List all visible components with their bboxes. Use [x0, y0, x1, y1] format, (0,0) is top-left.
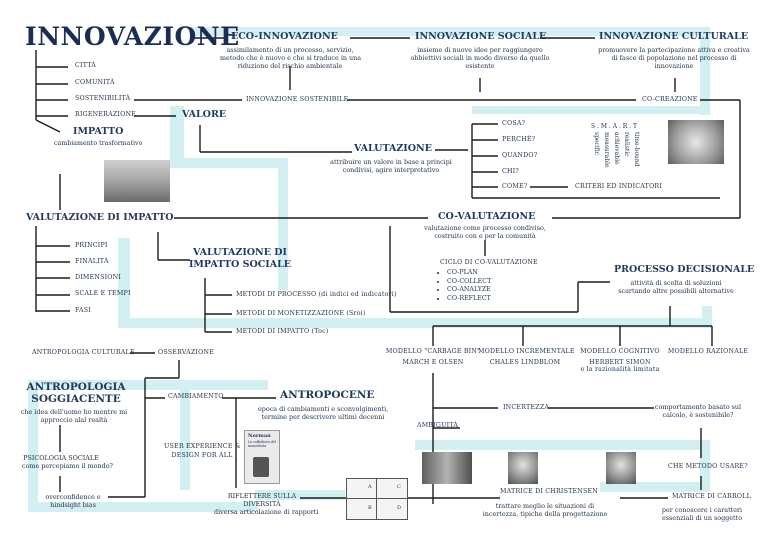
city-skyline-image — [104, 160, 170, 202]
metodi-impatto: METODI DI IMPATTO (Toc) — [236, 328, 329, 335]
overconfidence-hindsight: overconfidence e hindsight bias — [45, 493, 101, 509]
psicologia-sociale: PSICOLOGIA SOCIALE come percepiamo il mondo? — [22, 454, 113, 470]
antropologia-culturale-label: ANTROPOLOGIA CULTURALE — [32, 349, 135, 356]
matrice-christensen-desc: trattare meglio le situazioni di incertezza, tipiche della progettazione — [482, 502, 608, 518]
antropologia-soggiacente-title: ANTROPOLOGIA SOGGIACENTE — [26, 381, 126, 406]
question-perche: PERCHÈ? — [502, 136, 536, 143]
matrice-carroll-desc: per conoscere i caratteri essenziali di un soggetto — [661, 506, 743, 522]
step-co-reflect: • CO-REFLECT — [447, 295, 491, 304]
innovazione-sociale-title: INNOVAZIONE SOCIALE — [415, 31, 547, 42]
smart-word-achievable: achievable — [613, 132, 620, 165]
march-olsen-photo — [422, 452, 472, 484]
matrix-cell-c: C — [397, 484, 401, 490]
smart-word-measurable: measurable — [603, 132, 610, 168]
co-creazione-label: CO-CREAZIONE — [642, 96, 698, 103]
root-item-comunita: COMUNITÀ — [75, 79, 115, 86]
smart-word-realistic: realistic — [623, 132, 630, 157]
question-quando: QUANDO? — [502, 152, 538, 159]
smart-acronym: S . M . A . R . T — [591, 123, 637, 130]
modello-carbage-bin: MODELLO "CARBAGE BIN" MARCH E OLSEN — [385, 348, 481, 366]
matrix-cell-a: A — [368, 484, 372, 490]
innovazione-culturale-desc: promuovere la partecipazione attiva e creativa di fasce di popolazione nel processo di innovazione — [598, 46, 750, 70]
matrice-carroll-title: MATRICE DI CARROLL — [672, 493, 752, 500]
eco-innovazione-title: ECO-INNOVAZIONE — [231, 31, 338, 42]
lindblom-photo — [508, 452, 538, 484]
modello-razionale: MODELLO RAZIONALE — [667, 348, 749, 355]
network-hands-image — [668, 120, 724, 164]
antropocene-desc: epoca di cambiamenti e sconvolgimenti, termine per descrivere ultimi decenni — [258, 405, 389, 421]
criteri-indicatori-label: CRITERI ED INDICATORI — [575, 183, 663, 190]
valutazione-impatto-title: VALUTAZIONE DI IMPATTO — [26, 212, 174, 223]
val-impatto-item-principi: PRINCIPI — [75, 242, 108, 249]
valutazione-title: VALUTAZIONE — [354, 143, 432, 154]
valutazione-impatto-sociale-title: VALUTAZIONE DI IMPATTO SOCIALE — [188, 247, 292, 270]
book-author: Norman — [248, 433, 271, 439]
root-item-sostenibilita: SOSTENIBILITÀ — [75, 95, 131, 102]
innovazione-culturale-title: INNOVAZIONE CULTURALE — [599, 31, 749, 42]
matrix-image — [346, 478, 408, 520]
antropocene-title: ANTROPOCENE — [280, 389, 375, 401]
razionale-desc: comportamento basato sul calcolo, è sostenibile? — [654, 403, 742, 419]
ciclo-co-valutazione-label: CICLO DI CO-VALUTAZIONE — [440, 259, 538, 266]
metodi-monetizzazione: METODI DI MONETIZZAZIONE (Sroi) — [236, 310, 366, 317]
smart-word-specific: specific — [593, 132, 600, 156]
step-co-analyze: • CO-ANALYZE — [447, 286, 491, 295]
valore-title: VALORE — [182, 109, 227, 120]
matrix-cell-d: D — [397, 505, 402, 511]
modello-incrementale: MODELLO INCREMENTALE CHALES LINDBLOM — [478, 348, 575, 366]
co-valutazione-desc: valutazione come processo condiviso, costruito con e per la comunità — [424, 224, 546, 240]
metodi-processo: METODI DI PROCESSO (di indici ed indicatori) — [236, 291, 397, 298]
step-co-plan: • CO-PLAN — [447, 269, 491, 278]
simon-photo — [606, 452, 636, 484]
modello-cognitivo: MODELLO COGNITIVO HERBERT SIMON e la razionalità limitata — [580, 348, 660, 374]
root-item-citta: CITTÀ — [75, 62, 97, 69]
question-come: COME? — [502, 183, 528, 190]
incertezza-label: INCERTEZZA — [503, 404, 550, 411]
ambiguita-label: AMBIGUITÀ — [417, 422, 459, 429]
matrix-cell-b: B — [368, 505, 372, 511]
question-chi: CHI? — [502, 168, 519, 175]
question-cosa: COSA? — [502, 120, 526, 127]
val-impatto-item-fasi: FASI — [75, 307, 91, 314]
val-impatto-item-finalita: FINALITÀ — [75, 258, 109, 265]
co-valutazione-title: CO-VALUTAZIONE — [438, 211, 536, 222]
val-impatto-item-scale-tempi: SCALE E TEMPI — [75, 290, 131, 297]
smart-word-time-bound: time-bound — [633, 132, 640, 167]
che-metodo-usare-label: CHE METODO USARE? — [668, 463, 748, 470]
co-valutazione-steps — [438, 269, 491, 303]
eco-innovazione-desc: assimilamento di un processo, servizio, metodo che è nuovo e che si traduce in una riduzione del rischio ambientale — [220, 46, 362, 70]
matrice-christensen-title: MATRICE DI CHRISTENSEN — [500, 488, 599, 495]
book-cover-image — [244, 430, 280, 484]
impatto-desc: cambiamento trasformativo — [54, 140, 143, 147]
root-item-rigenerazione: RIGENERAZIONE — [75, 111, 136, 118]
riflettere-diversita: RIFLETTERE SULLA DIVERSITÀ diversa articolazione di rapporti — [214, 492, 319, 516]
val-impatto-item-dimensioni: DIMENSIONI — [75, 274, 122, 281]
osservazione-label: OSSERVAZIONE — [158, 349, 214, 356]
innovazione-sostenibile-label: INNOVAZIONE SOSTENIBILE — [246, 96, 349, 103]
innovazione-sociale-desc: insieme di nuove idee per raggiungere obbiettivi sociali in modo diverso da quello esistente — [410, 46, 550, 70]
processo-decisionale-title: PROCESSO DECISIONALE — [614, 264, 755, 275]
user-experience-design: USER EXPERIENCE & DESIGN FOR ALL — [164, 443, 241, 459]
valutazione-desc: attribuire un valore in base a principi condivisi, agire interpretativo — [330, 158, 452, 174]
impatto-title: IMPATTO — [73, 126, 124, 137]
cambiamento-label: CAMBIAMENTO — [168, 393, 224, 400]
main-title: INNOVAZIONE — [25, 22, 240, 51]
book-subtitle: La caffettiera del masochista — [248, 440, 276, 448]
antropologia-soggiacente-desc: che idea dell'uomo ho mentre mi approccio alal realtà — [20, 408, 128, 424]
step-co-collect: • CO-COLLECT — [447, 278, 491, 287]
processo-decisionale-desc: attività di scelta di soluzioni scartando altre possibili alternative — [618, 279, 734, 295]
coffee-pot-icon — [253, 457, 269, 477]
